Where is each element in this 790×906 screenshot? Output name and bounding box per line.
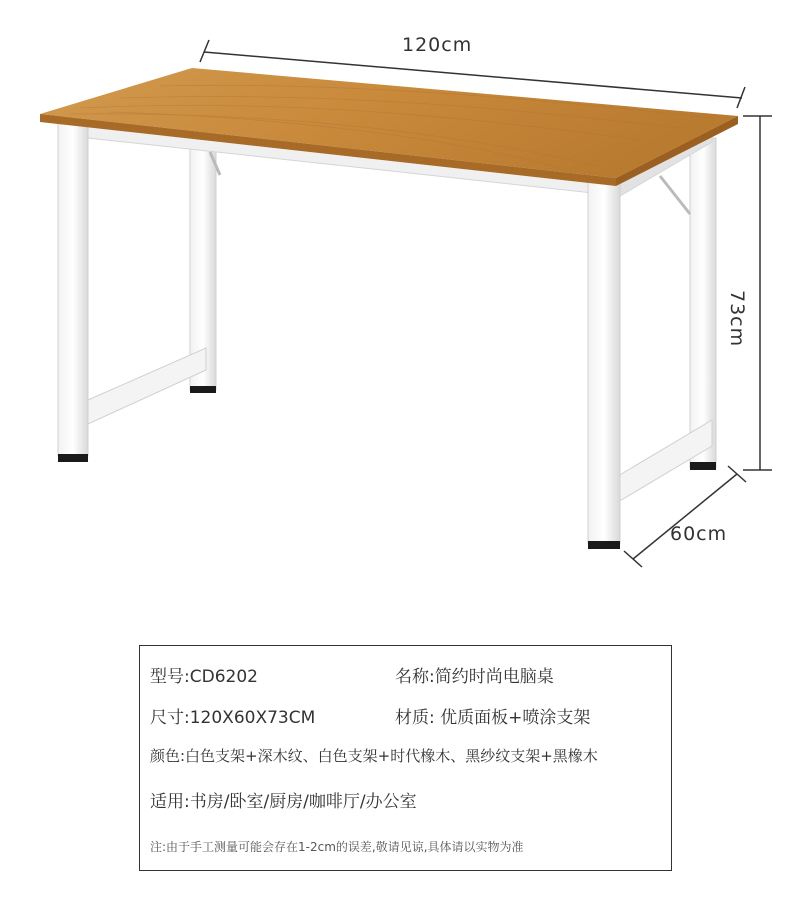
front-left-leg [58,122,88,462]
left-side-brace [88,348,206,424]
depth-label: 60cm [670,523,728,545]
spec-material: 材质: 优质面板+喷涂支架 [395,708,591,728]
height-label: 73cm [726,290,748,348]
spec-note: 注:由于手工测量可能会存在1-2cm的误差,敬请见谅,具体请以实物为准 [150,840,524,854]
spec-model: 型号:CD6202 [150,667,258,687]
spec-name: 名称:简约时尚电脑桌 [395,667,554,687]
width-label: 120cm [402,34,473,56]
spec-colors: 颜色:白色支架+深木纹、白色支架+时代橡木、黑纱纹支架+黑橡木 [150,747,598,765]
front-right-leg [588,182,620,549]
spec-size: 尺寸:120X60X73CM [150,708,316,728]
spec-usage: 适用:书房/卧室/厨房/咖啡厅/办公室 [150,792,417,812]
